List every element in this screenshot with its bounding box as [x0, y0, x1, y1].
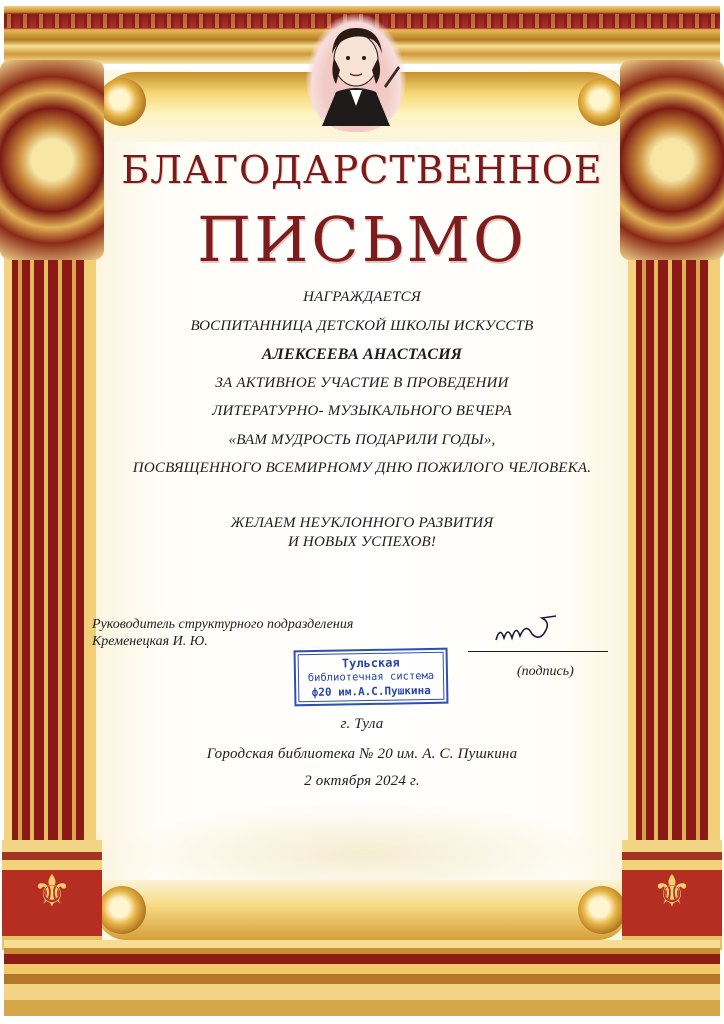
- issue-date: 2 октября 2024 г.: [304, 773, 420, 789]
- wish-line-1: ЖЕЛАЕМ НЕУКЛОННОГО РАЗВИТИЯ: [230, 515, 494, 531]
- scroll-roll-top-left: [98, 78, 146, 126]
- signer-block: [92, 616, 432, 650]
- reason-line-1: ЗА АКТИВНОЕ УЧАСТИЕ В ПРОВЕДЕНИИ: [215, 375, 509, 391]
- signer-position: Руководитель структурного подразделения: [92, 617, 354, 632]
- reason-line-3: «ВАМ МУДРОСТЬ ПОДАРИЛИ ГОДЫ»,: [228, 432, 496, 448]
- city: г. Тула: [340, 716, 384, 732]
- scroll-bottom-curl: [96, 880, 628, 940]
- library-name: Городская библиотека № 20 им. А. С. Пушкина: [206, 746, 518, 762]
- reason-line-2: ЛИТЕРАТУРНО- МУЗЫКАЛЬНОГО ВЕЧЕРА: [212, 403, 512, 419]
- parchment-ornament: [120, 800, 604, 890]
- recipient-role: ВОСПИТАННИЦА ДЕТСКОЙ ШКОЛЫ ИСКУССТВ: [190, 318, 534, 334]
- fleur-de-lis-icon: ⚜: [32, 866, 72, 917]
- handwritten-signature: [490, 612, 560, 652]
- portrait-drawing: [306, 14, 406, 132]
- certificate-title-line1: БЛАГОДАРСТВЕННОЕ: [121, 148, 603, 192]
- stamp-line-1: Тульская: [341, 655, 400, 671]
- signer-name: Кременецкая И. Ю.: [92, 634, 208, 649]
- fleur-de-lis-icon: ⚜: [652, 866, 692, 917]
- stamp-line-2: библиотечная система: [307, 669, 435, 685]
- scroll-roll-bottom-left: [98, 886, 146, 934]
- scroll-roll-bottom-right: [578, 886, 626, 934]
- awarded-text: НАГРАЖДАЕТСЯ: [303, 289, 421, 305]
- bottom-frieze: [4, 940, 720, 1016]
- reason-line-4: ПОСВЯЩЕННОГО ВСЕМИРНОМУ ДНЮ ПОЖИЛОГО ЧЕЛОВЕКА.: [132, 460, 592, 476]
- recipient-name: АЛЕКСЕЕВА АНАСТАСИЯ: [261, 346, 463, 363]
- wish-line-2: И НОВЫХ УСПЕХОВ!: [287, 534, 437, 550]
- stamp-line-3: ф20 им.А.С.Пушкина: [311, 683, 431, 700]
- signature-label: (подпись): [517, 664, 574, 679]
- library-stamp: [294, 648, 449, 707]
- signature-line: [468, 651, 608, 652]
- certificate-title-line2: ПИСЬМО: [197, 203, 527, 276]
- scroll-roll-top-right: [578, 78, 626, 126]
- pushkin-portrait: [306, 14, 406, 132]
